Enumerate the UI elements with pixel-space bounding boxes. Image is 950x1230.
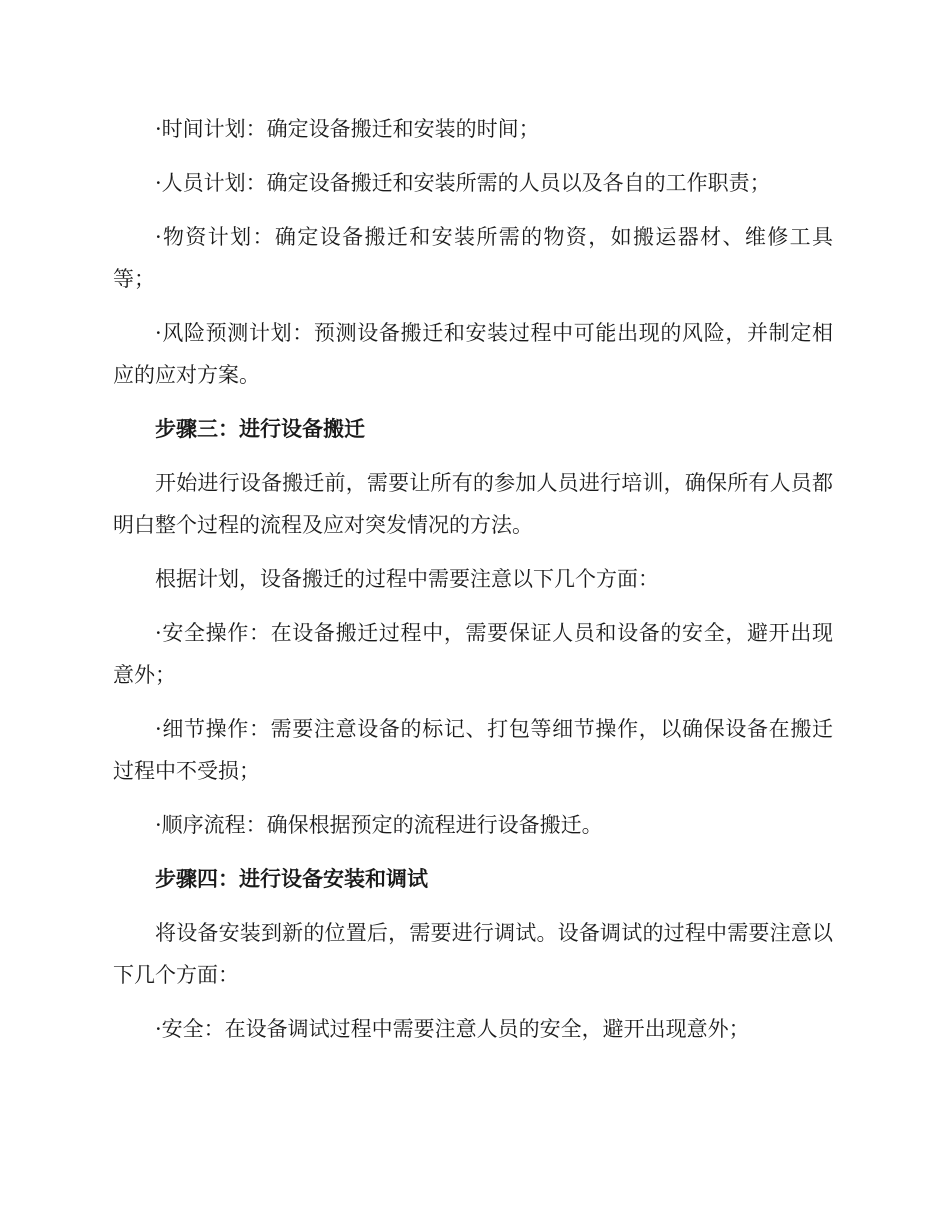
section-heading-step-four: 步骤四：进行设备安装和调试 [155,866,428,891]
document-body [113,108,833,1062]
bullet-staff-plan: ·人员计划：确定设备搬迁和安装所需的人员以及各自的工作职责； [155,171,771,195]
bullet-risk-plan: ·风险预测计划：预测设备搬迁和安装过程中可能出现的风险，并制定相应的应对方案。 [113,321,833,387]
bullet-sequence-flow: ·顺序流程：确保根据预定的流程进行设备搬迁。 [155,813,603,837]
paragraph-training: 开始进行设备搬迁前，需要让所有的参加人员进行培训，确保所有人员都明白整个过程的流程及应对突发情况的方法。 [113,471,833,537]
bullet-safe-operation: ·安全操作：在设备搬迁过程中，需要保证人员和设备的安全，避开出现意外； [113,621,833,687]
bullet-safety: ·安全：在设备调试过程中需要注意人员的安全，避开出现意外； [155,1017,750,1041]
paragraph-installation-debugging: 将设备安装到新的位置后，需要进行调试。设备调试的过程中需要注意以下几个方面： [113,921,833,987]
bullet-materials-plan: ·物资计划：确定设备搬迁和安装所需的物资，如搬运器材、维修工具等； [113,225,833,291]
section-heading-step-three: 步骤三：进行设备搬迁 [155,416,365,441]
bullet-detail-operation: ·细节操作：需要注意设备的标记、打包等细节操作，以确保设备在搬迁过程中不受损； [113,717,833,783]
paragraph-relocation-notes: 根据计划，设备搬迁的过程中需要注意以下几个方面： [155,567,659,591]
bullet-time-plan: ·时间计划：确定设备搬迁和安装的时间； [155,117,540,141]
